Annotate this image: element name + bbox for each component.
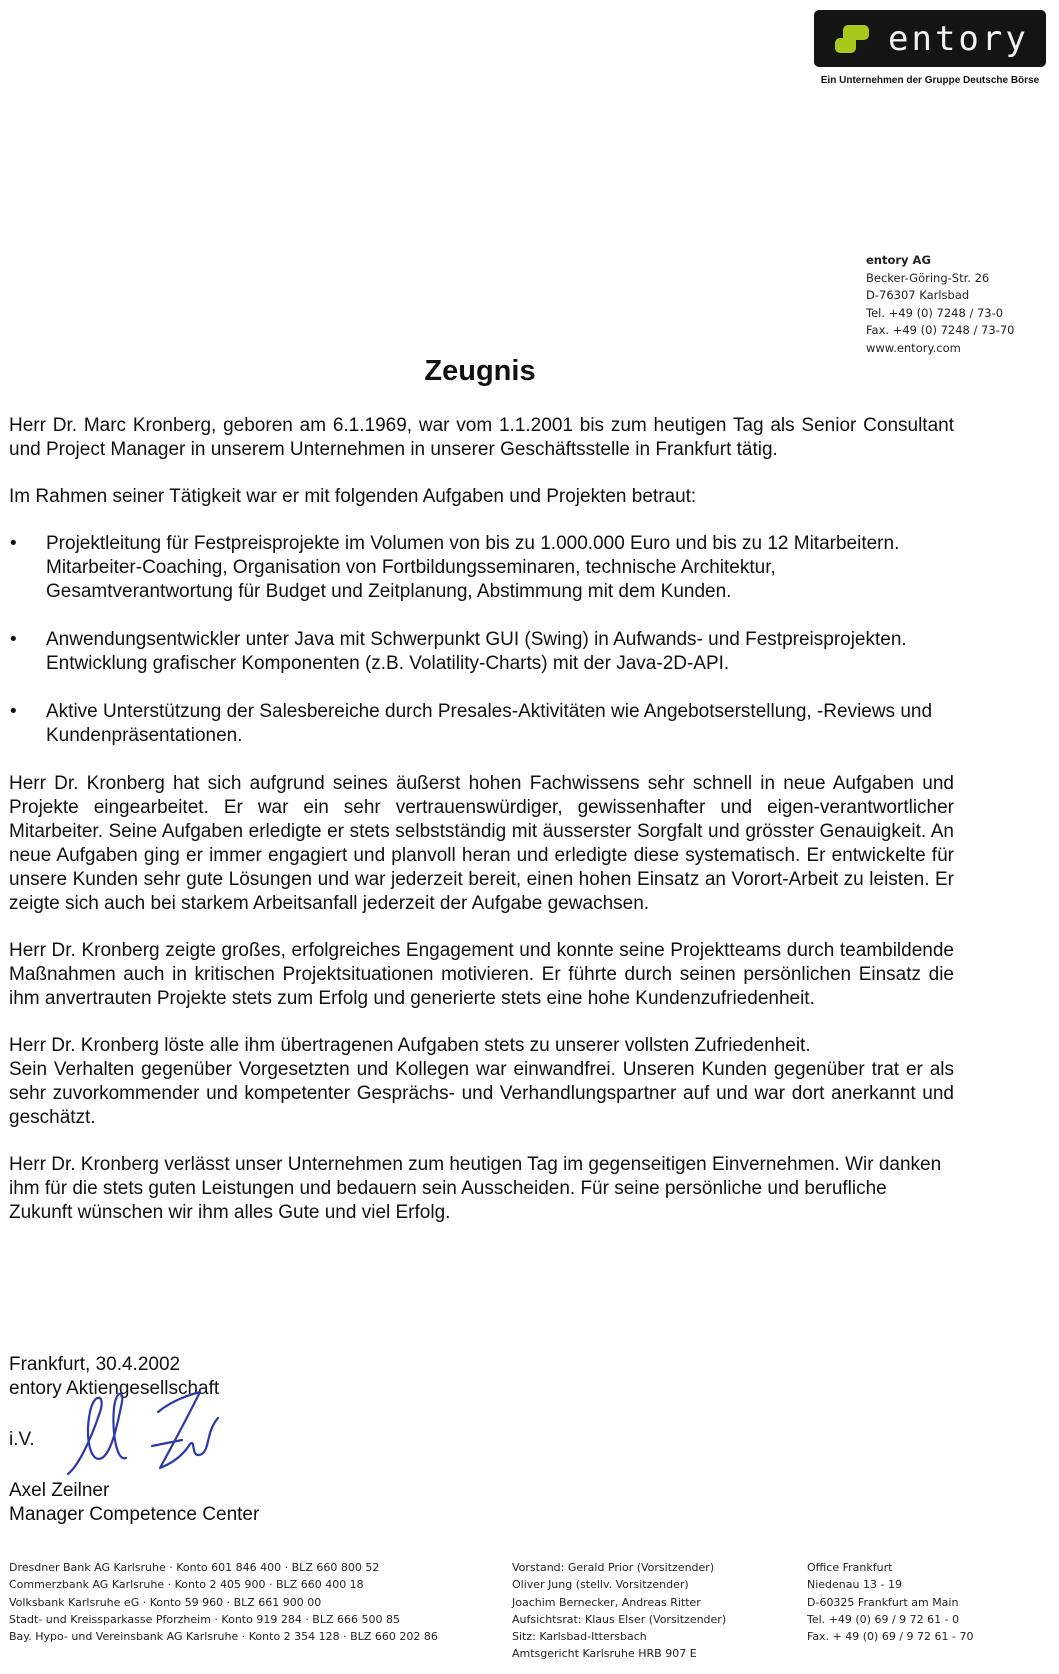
tasks-intro: Im Rahmen seiner Tätigkeit war er mit folgenden Aufgaben und Projekten betraut: [9, 486, 697, 507]
sender-phone: Tel. +49 (0) 7248 / 73-0 [866, 305, 1004, 320]
bullet-icon: • [10, 629, 17, 650]
board-line: Vorstand: Gerald Prior (Vorsitzender) [512, 1561, 715, 1574]
task-text: Aktive Unterstützung der Salesbereiche durch Presales-Aktivitäten wie Angebotserstellung, -Reviews und Kundenpräsentationen. [46, 701, 933, 746]
signer-block [9, 1479, 259, 1527]
satisfaction-sentence: Herr Dr. Kronberg löste alle ihm übertragenen Aufgaben stets zu unserer vollsten Zufriedenheit. [9, 1035, 811, 1056]
bullet-icon: • [10, 701, 17, 722]
signer-name: Axel Zeilner [9, 1480, 110, 1501]
sender-website: www.entory.com [866, 340, 961, 355]
office-line: D-60325 Frankfurt am Main [807, 1595, 959, 1609]
task-item [9, 628, 954, 676]
bank-line: Volksbank Karlsruhe eG · Konto 59 960 · BLZ 661 900 00 [9, 1595, 322, 1609]
intro-paragraph: Herr Dr. Marc Kronberg, geboren am 6.1.1969, war vom 1.1.2001 bis zum heutigen Tag als Senior Consultant und Project Manager in unserem Unternehmen in unserer Geschäftsstelle in Frankfurt tätig. [9, 415, 954, 460]
proxy-label: i.V. [9, 1429, 35, 1450]
office-line: Tel. +49 (0) 69 / 9 72 61 - 0 [807, 1612, 960, 1626]
bank-line: Bay. Hypo- und Vereinsbank AG Karlsruhe · Konto 2 354 128 · BLZ 660 202 86 [9, 1630, 438, 1644]
sender-address [866, 252, 1014, 357]
engagement-paragraph: Herr Dr. Kronberg zeigte großes, erfolgreiches Engagement und konnte seine Projektteams durch teambildende Maßnahmen auch in kritischen Projektsituationen motivieren. Er führte durch seinen persönlichen Einsatz die ihm anvertrauten Projekte stets zum Erfolg und generierte stets eine hohe Kundenzufriedenheit. [9, 940, 954, 1009]
bank-line: Commerzbank AG Karlsruhe · Konto 2 405 900 · BLZ 660 400 18 [9, 1578, 364, 1592]
sender-company-name: entory AG [866, 253, 931, 267]
task-text: Projektleitung für Festpreisprojekte im Volumen von bis zu 1.000.000 Euro und bis zu 12 Mitarbeitern. Mitarbeiter-Coaching, Organisation von Fortbildungsseminaren, technische Architektur, Gesamtverantwortung für Budget und Zeitplanung, Abstimmung mit dem Kunden. [46, 533, 900, 602]
board-line: Oliver Jung (stellv. Vorsitzender) [512, 1578, 689, 1592]
board-line: Sitz: Karlsbad-Ittersbach [512, 1630, 647, 1644]
footer-bank-details [9, 1559, 438, 1645]
logo-tagline: Ein Unternehmen der Gruppe Deutsche Börse [820, 75, 1040, 86]
office-line: Fax. + 49 (0) 69 / 9 72 61 - 70 [807, 1630, 974, 1644]
task-item [9, 532, 954, 604]
document-body [9, 414, 954, 1248]
conduct-paragraph [9, 1034, 954, 1130]
sender-fax: Fax. +49 (0) 7248 / 73-70 [866, 323, 1015, 337]
task-text: Anwendungsentwickler unter Java mit Schwerpunkt GUI (Swing) in Aufwands- und Festpreisprojekten. Entwicklung grafischer Komponenten (z.B. Volatility-Charts) mit der Java-2D-API. [46, 629, 907, 674]
board-line: Amtsgericht Karlsruhe HRB 907 E [512, 1647, 697, 1661]
footer-board-info [512, 1559, 726, 1663]
company-logo [814, 10, 1046, 67]
document-title: Zeugnis [424, 355, 536, 387]
bullet-icon: • [10, 533, 17, 554]
signer-title: Manager Competence Center [9, 1504, 260, 1525]
logo-wordmark: entory [888, 19, 1029, 59]
place-date: Frankfurt, 30.4.2002 [9, 1354, 181, 1375]
office-line: Niedenau 13 - 19 [807, 1578, 902, 1592]
performance-paragraph: Herr Dr. Kronberg hat sich aufgrund seines äußerst hohen Fachwissens sehr schnell in neue Aufgaben und Projekte eingearbeitet. Er war ein sehr vertrauenswürdiger, gewissenhafter und eigen-verantwortlicher Mitarbeiter. Seine Aufgaben erledigte er stets selbstständig mit äusserster Sorgfalt und grösster Genauigkeit. An neue Aufgaben ging er immer engagiert und planvoll heran und erledigte diese systematisch. Er entwickelte für unsere Kunden sehr gute Lösungen und war jederzeit bereit, einen hohen Einsatz an Vorort-Arbeit zu leisten. Er zeigte sich auch bei starkem Arbeitsanfall jederzeit der Aufgabe gewachsen. [9, 773, 954, 914]
sender-street: Becker-Göring-Str. 26 [866, 270, 990, 285]
sender-city: D-76307 Karlsbad [866, 288, 970, 302]
handwritten-signature [60, 1382, 230, 1487]
logo-mark-icon [834, 23, 870, 55]
behavior-sentence: Sein Verhalten gegenüber Vorgesetzten und Kollegen war einwandfrei. Unseren Kunden gegenüber trat er als sehr zuvorkommender und kompetenter Gesprächs- und Verhandlungspartner auf und war dort anerkannt und geschätzt. [9, 1059, 954, 1128]
office-line: Office Frankfurt [807, 1561, 893, 1574]
bank-line: Stadt- und Kreissparkasse Pforzheim · Konto 919 284 · BLZ 666 500 85 [9, 1612, 400, 1626]
farewell-paragraph: Herr Dr. Kronberg verlässt unser Unternehmen zum heutigen Tag im gegenseitigen Einvernehmen. Wir danken ihm für die stets guten Leistungen und bedauern sein Ausscheiden. Für seine persönliche und berufliche Zukunft wünschen wir ihm alles Gute und viel Erfolg. [9, 1154, 942, 1223]
bank-line: Dresdner Bank AG Karlsruhe · Konto 601 846 400 · BLZ 660 800 52 [9, 1561, 380, 1574]
task-list [9, 532, 954, 748]
issuing-company: entory Aktiengesellschaft [9, 1378, 220, 1399]
footer-office-address [807, 1559, 974, 1645]
board-line: Joachim Bernecker, Andreas Ritter [512, 1595, 701, 1609]
board-line: Aufsichtsrat: Klaus Elser (Vorsitzender) [512, 1612, 727, 1626]
task-item [9, 700, 954, 748]
